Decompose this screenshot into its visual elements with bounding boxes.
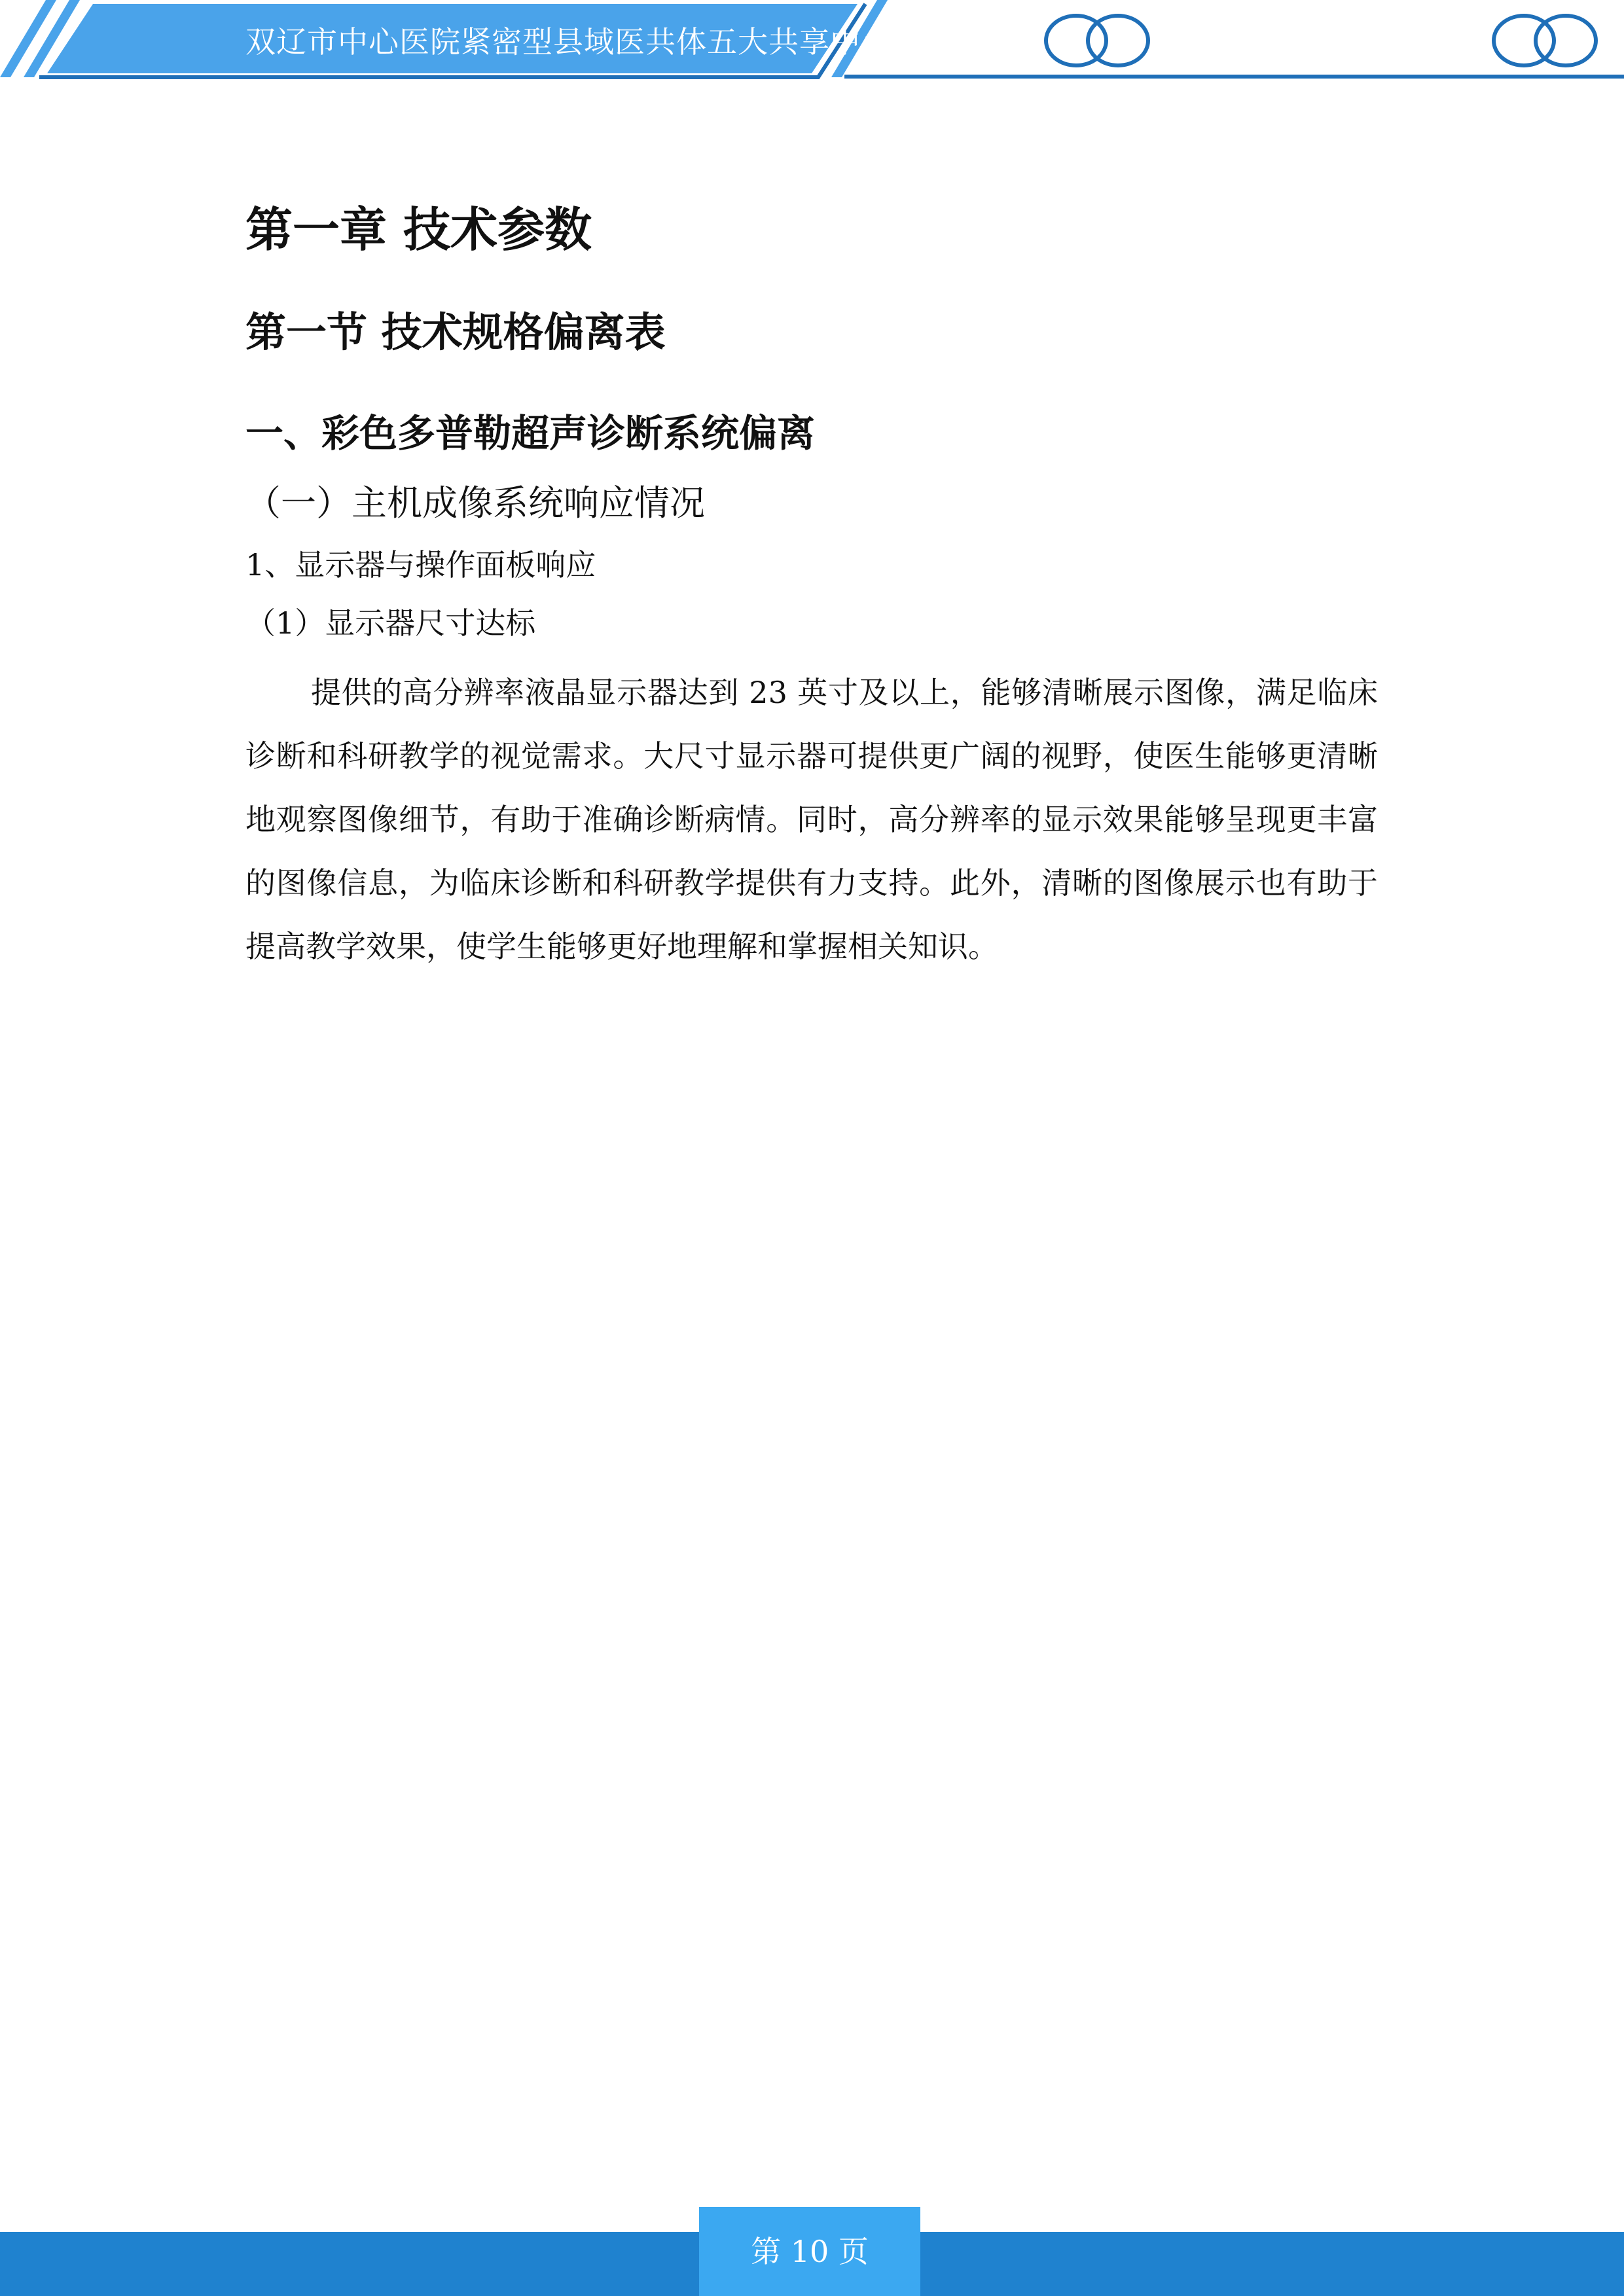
rings-logo-right bbox=[1494, 16, 1596, 65]
header-title: 双辽市中心医院紧密型县域医共体五大共享中心 bbox=[245, 24, 892, 60]
level5-heading: 1、显示器与操作面板响应 bbox=[245, 547, 596, 583]
level6-heading: （1）显示器尺寸达标 bbox=[245, 605, 536, 641]
subsection-title: 一、彩色多普勒超声诊断系统偏离 bbox=[245, 411, 816, 456]
section-title: 第一节 技术规格偏离表 bbox=[245, 308, 666, 356]
body-paragraph: 提供的高分辨率液晶显示器达到 23 英寸及以上，能够清晰展示图像，满足临床诊断和科研教学的视觉需求。大尺寸显示器可提供更广阔的视野，使医生能够更清晰地观察图像细节，有助于准确诊断病情。同时，高分辨率的显示效果能够呈现更丰富的图像信息，为临床诊断和科研教学提供有力支持。此外，清晰的图像展示也有助于提高教学效果，使学生能够更好地理解和掌握相关知识。 bbox=[245, 675, 1378, 964]
level4-heading: （一）主机成像系统响应情况 bbox=[245, 482, 705, 524]
page-header bbox=[0, 0, 1624, 85]
chapter-title: 第一章 技术参数 bbox=[245, 202, 592, 257]
page-number: 第 10 页 bbox=[751, 2234, 869, 2269]
